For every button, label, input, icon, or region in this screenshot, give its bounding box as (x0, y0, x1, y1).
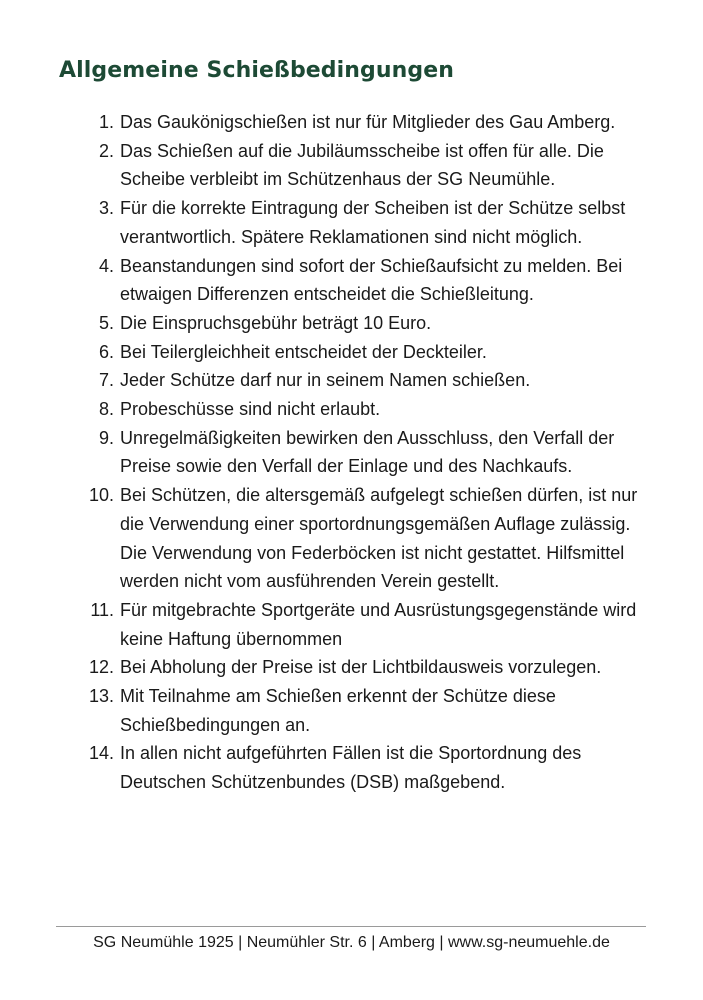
list-item (80, 252, 660, 309)
rule-text: Bei Schützen, die altersgemäß aufgelegt schießen dürfen, ist nur die Verwendung einer sportordnungsgemäßen Auflage zulässig. Die Verwendung von Federböcken ist nicht gestattet. Hilfsmittel werden nicht vom ausführenden Verein gestellt. (120, 485, 638, 592)
rule-number: 7. (98, 370, 114, 391)
rule-number: 1. (98, 112, 114, 132)
rule-number: 6. (98, 341, 114, 362)
list-item (80, 653, 660, 682)
list-item (80, 395, 660, 424)
list-item (80, 366, 660, 395)
rule-text: Mit Teilnahme am Schießen erkennt der Schütze diese Schießbedingungen an. (120, 686, 556, 735)
rule-number: 12. (88, 657, 114, 678)
list-item (80, 682, 660, 739)
rule-number: 13. (88, 686, 114, 707)
rule-text: Bei Teilergleichheit entscheidet der Deckteiler. (120, 341, 487, 362)
rule-number: 11. (90, 599, 114, 620)
rule-text: Das Gaukönigschießen ist nur für Mitglieder des Gau Amberg. (120, 112, 616, 132)
rule-text: Unregelmäßigkeiten bewirken den Ausschluss, den Verfall der Preise sowie den Verfall der Einlage und des Nachkaufs. (120, 427, 615, 477)
footer-divider (56, 926, 646, 927)
list-item (80, 108, 660, 137)
rule-text: Die Einspruchsgebühr beträgt 10 Euro. (120, 312, 432, 333)
rule-text: Beanstandungen sind sofort der Schießaufsicht zu melden. Bei etwaigen Differenzen entscheidet die Schießleitung. (120, 255, 623, 305)
rule-text: Jeder Schütze darf nur in seinem Namen schießen. (120, 370, 531, 391)
list-item (80, 194, 660, 251)
rule-number: 9. (98, 427, 114, 448)
list-item (80, 309, 660, 338)
rule-number: 14. (88, 743, 114, 764)
rule-number: 10. (88, 485, 114, 506)
document-title: Allgemeine Schießbedingungen (59, 58, 455, 83)
rule-text: In allen nicht aufgeführten Fällen ist die Sportordnung des Deutschen Schützenbundes (DSB) maßgebend. (120, 743, 582, 793)
list-item (80, 739, 660, 796)
rule-text: Das Schießen auf die Jubiläumsscheibe ist offen für alle. Die Scheibe verbleibt im Schützenhaus der SG Neumühle. (120, 140, 604, 190)
rules-list (80, 108, 660, 797)
rule-number: 8. (98, 399, 114, 420)
list-item (80, 338, 660, 367)
list-item (80, 137, 660, 194)
footer-text: SG Neumühle 1925 | Neumühler Str. 6 | Amberg | www.sg-neumuehle.de (93, 934, 610, 951)
rule-text: Für mitgebrachte Sportgeräte und Ausrüstungsgegenstände wird keine Haftung übernommen (120, 599, 637, 649)
rule-text: Bei Abholung der Preise ist der Lichtbildausweis vorzulegen. (120, 657, 602, 678)
list-item (80, 481, 660, 596)
rule-number: 2. (98, 140, 114, 161)
rule-text: Probeschüsse sind nicht erlaubt. (120, 399, 381, 420)
rule-number: 5. (98, 312, 114, 333)
list-item (80, 424, 660, 481)
list-item (80, 596, 660, 653)
rule-number: 3. (98, 198, 114, 219)
rule-number: 4. (98, 255, 114, 276)
rule-text: Für die korrekte Eintragung der Scheiben ist der Schütze selbst verantwortlich. Spätere Reklamationen sind nicht möglich. (120, 198, 626, 247)
